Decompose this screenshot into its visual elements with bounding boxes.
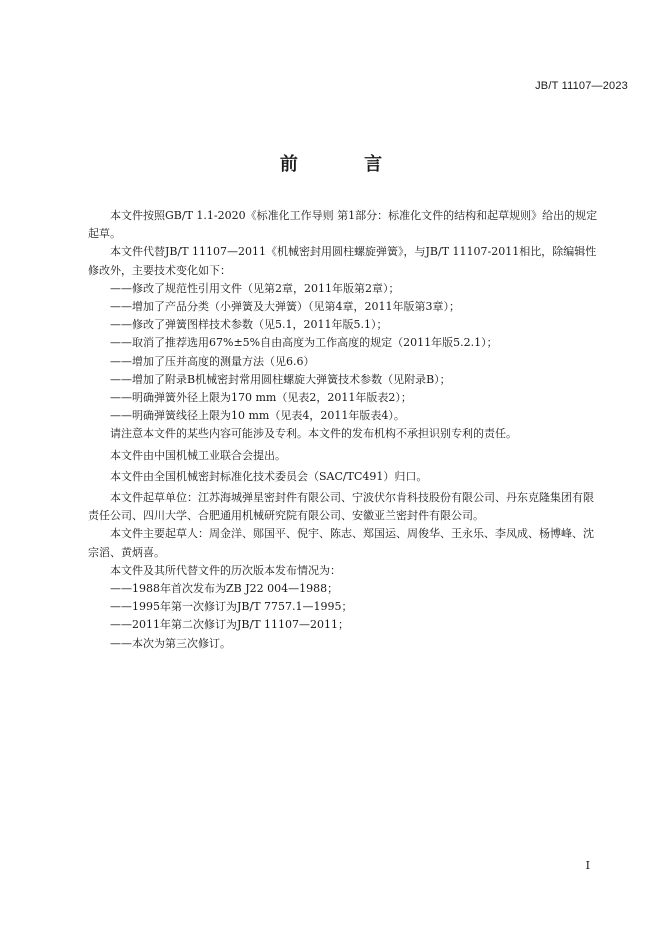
list-item: ——修改了规范性引用文件（见第2章，2011年版第2章）； (110, 281, 400, 295)
list-item: ——增加了压并高度的测量方法（见6.6） (110, 354, 315, 368)
list-item: ——取消了推荐选用67%±5%自由高度为工作高度的规定（2011年版5.2.1）； (110, 336, 498, 350)
page-title: 前 言 (279, 154, 413, 175)
page-number: I (585, 859, 590, 872)
list-item: ——增加了产品分类（小弹簧及大弹簧）（见第4章，2011年版第3章）； (110, 300, 460, 314)
list-item: ——2011年第二次修订为JB/T 11107—2011； (110, 618, 350, 632)
list-item: ——修改了弹簧图样技术参数（见5.1，2011年版5.1）； (110, 318, 388, 332)
history-list (88, 580, 603, 653)
paragraph-replaces: 本文件代替JB/T 11107—2011《机械密封用圆柱螺旋弹簧》，与JB/T 11107-2011相比，除编辑性修改外，主要技术变化如下： (88, 245, 597, 277)
changes-list (88, 280, 603, 426)
foreword-body (88, 207, 603, 653)
paragraph-drafting-units: 本文件起草单位：江苏海城弹星密封件有限公司、宁波伏尔肯科技股份有限公司、丹东克隆集团有限责任公司、四川大学、合肥通用机械研究院有限公司、安徽亚兰密封件有限公司。 (88, 491, 594, 523)
paragraph-drafting-rules: 本文件按照GB/T 1.1-2020《标准化工作导则 第1部分：标准化文件的结构和起草规则》给出的规定起草。 (88, 209, 598, 241)
standard-code: JB/T 11107—2023 (535, 80, 628, 92)
paragraph-patent-notice: 请注意本文件的某些内容可能涉及专利。本文件的发布机构不承担识别专利的责任。 (110, 427, 517, 441)
list-item: ——明确弹簧外径上限为170 mm（见表2，2011年版表2）； (110, 391, 412, 405)
paragraph-drafters: 本文件主要起草人：周金洋、郧国平、倪宇、陈志、郑国运、周俊华、王永乐、李凤成、杨博峰、沈宗滔、黄炳喜。 (88, 527, 594, 559)
list-item: ——本次为第三次修订。 (110, 636, 231, 650)
list-item: ——增加了附录B机械密封常用圆柱螺旋大弹簧技术参数（见附录B）； (110, 372, 451, 386)
paragraph-managed-by: 本文件由全国机械密封标准化技术委员会（SAC/TC491）归口。 (110, 469, 428, 483)
list-item: ——明确弹簧线径上限为10 mm（见表4，2011年版表4）。 (110, 409, 405, 423)
paragraph-proposed-by: 本文件由中国机械工业联合会提出。 (110, 448, 286, 462)
paragraph-history-intro: 本文件及其所代替文件的历次版本发布情况为： (110, 563, 341, 577)
list-item: ——1995年第一次修订为JB/T 7757.1—1995； (110, 600, 353, 614)
list-item: ——1988年首次发布为ZB J22 004—1988； (110, 582, 339, 596)
